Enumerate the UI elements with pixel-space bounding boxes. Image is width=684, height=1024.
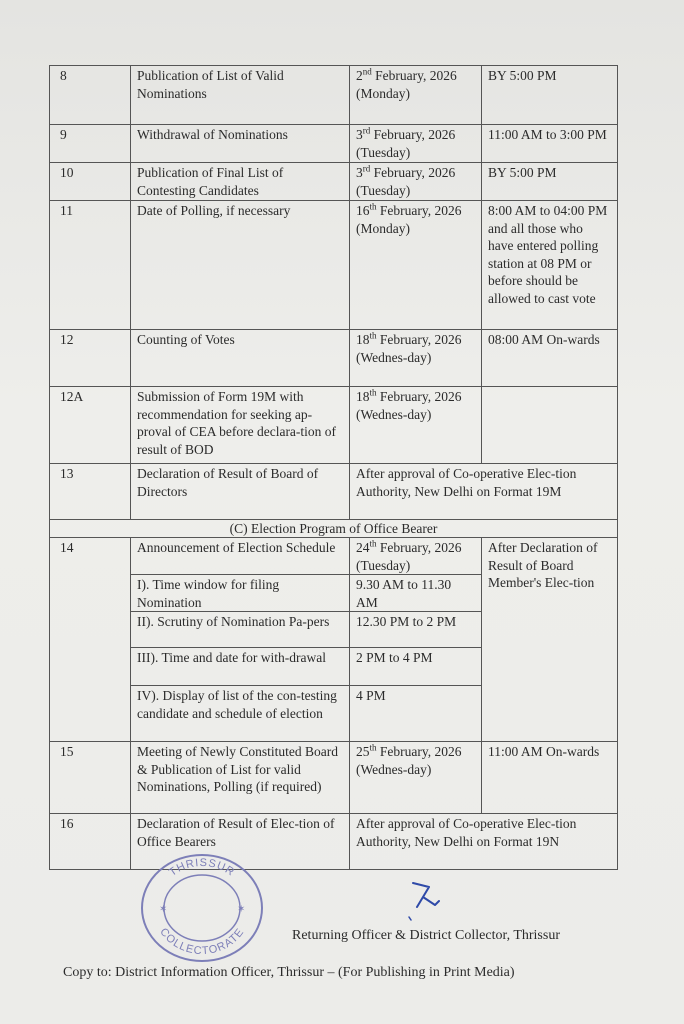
date-cell: 4 PM [350,686,482,742]
time-cell [482,387,618,464]
time-cell: 11:00 AM On-wards [482,742,618,814]
row-number: 16 [50,814,131,870]
merged-note-cell: After approval of Co-operative Elec-tion Authority, New Delhi on Format 19N [350,814,618,870]
event-cell: III). Time and date for with-drawal [131,648,350,686]
table-row [50,814,618,870]
date-cell: 18th February, 2026 (Wednes-day) [350,330,482,387]
svg-text:✶: ✶ [237,904,246,915]
collectorate-seal [139,852,265,964]
time-cell: 11:00 AM to 3:00 PM [482,125,618,163]
row-number: 15 [50,742,131,814]
date-cell: 3rd February, 2026 (Tuesday) [350,163,482,201]
row-number: 8 [50,66,131,125]
event-cell: Submission of Form 19M with recommendation for seeking ap-proval of CEA before declara-tion of result of BOD [131,387,350,464]
seal-bottom-text: COLLECTORATE [157,925,247,958]
date-cell: 25th February, 2026 (Wednes-day) [350,742,482,814]
date-cell: 3rd February, 2026 (Tuesday) [350,125,482,163]
row-number: 12 [50,330,131,387]
event-cell: Declaration of Result of Elec-tion of Office Bearers [131,814,350,870]
signatory-line: Returning Officer & District Collector, Thrissur [292,928,560,943]
row-number: 10 [50,163,131,201]
event-cell: I). Time window for filing Nomination [131,575,350,612]
event-cell: Announcement of Election Schedule [131,538,350,575]
event-cell: II). Scrutiny of Nomination Pa-pers [131,612,350,648]
signature-mark [405,877,445,922]
row-number: 12A [50,387,131,464]
event-cell: Meeting of Newly Constituted Board & Publication of List for valid Nominations, Polling (if required) [131,742,350,814]
merged-note-cell: After approval of Co-operative Elec-tion Authority, New Delhi on Format 19M [350,464,618,520]
date-cell: 16th February, 2026 (Monday) [350,201,482,330]
table-row [50,464,618,520]
table-row [50,66,618,125]
row-number: 11 [50,201,131,330]
event-cell: Publication of List of Valid Nominations [131,66,350,125]
date-cell: 2nd February, 2026 (Monday) [350,66,482,125]
event-cell: Counting of Votes [131,330,350,387]
event-cell: Withdrawal of Nominations [131,125,350,163]
table-row [50,538,618,575]
section-c-title: (C) Election Program of Office Bearer [50,520,618,538]
date-cell: 18th February, 2026 (Wednes-day) [350,387,482,464]
copy-to-line: Copy to: District Information Officer, Thrissur – (For Publishing in Print Media) [63,965,515,980]
date-cell: 2 PM to 4 PM [350,648,482,686]
seal-top-text: THRISSUR [167,856,237,879]
election-schedule-table [49,65,618,870]
table-row [50,201,618,330]
time-cell: 8:00 AM to 04:00 PM and all those who have entered polling station at 08 PM or before should be allowed to cast vote [482,201,618,330]
event-cell: IV). Display of list of the con-testing candidate and schedule of election [131,686,350,742]
row-number: 9 [50,125,131,163]
time-cell: 08:00 AM On-wards [482,330,618,387]
event-cell: Declaration of Result of Board of Directors [131,464,350,520]
event-cell: Publication of Final List of Contesting Candidates [131,163,350,201]
event-cell: Date of Polling, if necessary [131,201,350,330]
table-row [50,330,618,387]
section-heading-row [50,520,618,538]
table-row [50,163,618,201]
date-cell: 9.30 AM to 11.30 AM [350,575,482,612]
row-number: 14 [50,538,131,742]
time-cell: BY 5:00 PM [482,163,618,201]
svg-text:✶: ✶ [159,904,168,915]
time-cell: BY 5:00 PM [482,66,618,125]
table-row [50,742,618,814]
table-row [50,387,618,464]
date-cell: 24th February, 2026 (Tuesday) [350,538,482,575]
date-cell: 12.30 PM to 2 PM [350,612,482,648]
time-cell: After Declaration of Result of Board Member's Elec-tion [482,538,618,742]
table-row [50,125,618,163]
row-number: 13 [50,464,131,520]
